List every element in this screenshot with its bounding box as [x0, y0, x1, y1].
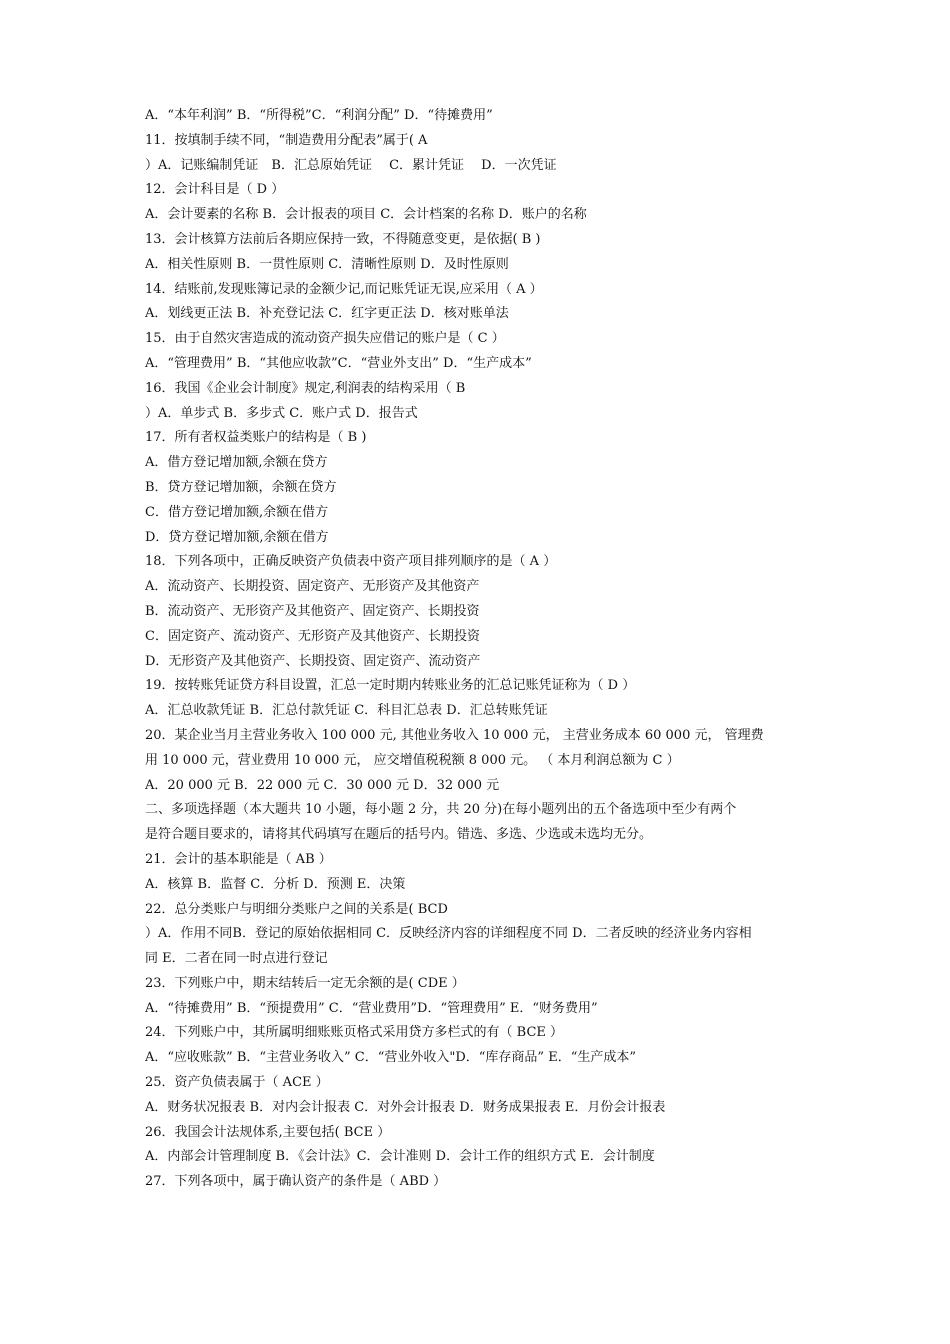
options-line: D．贷方登记增加额,余额在借方 — [145, 529, 329, 545]
options-line: C．借方登记增加额,余额在借方 — [145, 504, 329, 520]
question-line: 22．总分类账户与明细分类账户之间的关系是( BCD — [145, 901, 448, 917]
options-line: D．无形资产及其他资产、长期投资、固定资产、流动资产 — [145, 653, 481, 669]
section-heading: 是符合题目要求的，请将其代码填写在题后的括号内。错选、多选、少选或未选均无分。 — [145, 827, 653, 843]
options-line: A．“应收账款” B．“主营业务收入” C．“营业外收入"D．“库存商品” E．“生产成本” — [145, 1050, 636, 1066]
question-line: 25．资产负债表属于（ ACE ） — [145, 1075, 329, 1091]
question-line: 12．会计科目是（ D ） — [145, 182, 285, 198]
options-line: ）A．单步式 B．多步式 C．账户式 D．报告式 — [145, 405, 418, 421]
options-line: 同 E．二者在同一时点进行登记 — [145, 951, 328, 967]
question-line: 23．下列账户中，期末结转后一定无余额的是( CDE ） — [145, 975, 465, 991]
options-line: A．20 000 元 B．22 000 元 C．30 000 元 D．32 000 元 — [145, 777, 500, 793]
question-line: 20．某企业当月主营业务收入 100 000 元, 其他业务收入 10 000 元， 主营业务成本 60 000 元， 管理费 — [145, 727, 764, 743]
options-line: ）A．记账编制凭证 B．汇总原始凭证 C．累计凭证 D．一次凭证 — [145, 157, 557, 173]
options-line: B．流动资产、无形资产及其他资产、固定资产、长期投资 — [145, 603, 480, 619]
question-line: 14．结账前,发现账簿记录的金额少记,而记账凭证无误,应采用（ A ） — [145, 281, 543, 297]
question-line: 15．由于自然灾害造成的流动资产损失应借记的账户是（ C ） — [145, 331, 505, 347]
options-line: A．汇总收款凭证 B．汇总付款凭证 C．科目汇总表 D．汇总转账凭证 — [145, 703, 548, 719]
options-line: A．相关性原则 B．一贯性原则 C．清晰性原则 D．及时性原则 — [145, 256, 509, 272]
section-heading: 二、多项选择题（本大题共 10 小题，每小题 2 分，共 20 分)在每小题列出的五个备选项中至少有两个 — [145, 802, 737, 818]
question-line: 用 10 000 元，营业费用 10 000 元， 应交增值税税额 8 000 元。 （ 本月利润总额为 C ） — [145, 752, 680, 768]
question-line: 13．会计核算方法前后各期应保持一致，不得随意变更，是依据( B ) — [145, 231, 541, 247]
options-line: A．划线更正法 B．补充登记法 C．红字更正法 D．核对账单法 — [145, 306, 509, 322]
options-line: A．财务状况报表 B．对内会计报表 C．对外会计报表 D．财务成果报表 E．月份会计报表 — [145, 1099, 666, 1115]
question-line: 21．会计的基本职能是（ AB ） — [145, 851, 332, 867]
options-line: A．流动资产、长期投资、固定资产、无形资产及其他资产 — [145, 579, 480, 595]
text-line: A．“本年利润” B．“所得税”C．“利润分配” D．“待摊费用” — [145, 108, 493, 123]
question-line: 19．按转账凭证贷方科目设置，汇总一定时期内转账业务的汇总记账凭证称为（ D ） — [145, 678, 636, 694]
question-line: 24．下列账户中，其所属明细账账页格式采用贷方多栏式的有（ BCE ） — [145, 1025, 564, 1041]
options-line: A．会计要素的名称 B．会计报表的项目 C．会计档案的名称 D．账户的名称 — [145, 207, 587, 223]
options-line: B．贷方登记增加额，余额在贷方 — [145, 479, 337, 495]
options-line: ）A．作用不同B．登记的原始依据相同 C．反映经济内容的详细程度不同 D．二者反映的经济业务内容相 — [145, 926, 752, 942]
question-line: 11．按填制手续不同，“制造费用分配表”属于( A — [145, 132, 428, 148]
question-line: 26．我国会计法规体系,主要包括( BCE ） — [145, 1124, 391, 1140]
options-line: A．“管理费用” B．“其他应收款”C．“营业外支出” D．“生产成本” — [145, 355, 532, 371]
options-line: A．内部会计管理制度 B．《会计法》C．会计准则 D．会计工作的组织方式 E．会计制度 — [145, 1149, 655, 1165]
question-line: 27．下列各项中，属于确认资产的条件是（ ABD ） — [145, 1174, 447, 1190]
options-line: A．核算 B．监督 C．分析 D．预测 E．决策 — [145, 876, 406, 892]
options-line: A．“待摊费用” B．“预提费用” C．“营业费用”D．“管理费用” E．“财务费用” — [145, 1000, 598, 1016]
question-line: 18．下列各项中，正确反映资产负债表中资产项目排列顺序的是（ A ） — [145, 554, 557, 570]
question-line: 17．所有者权益类账户的结构是（ B ) — [145, 430, 367, 446]
options-line: A．借方登记增加额,余额在贷方 — [145, 455, 328, 471]
document-page — [145, 104, 813, 1195]
options-line: C．固定资产、流动资产、无形资产及其他资产、长期投资 — [145, 628, 480, 644]
question-line: 16．我国《企业会计制度》规定,利润表的结构采用（ B — [145, 380, 466, 396]
